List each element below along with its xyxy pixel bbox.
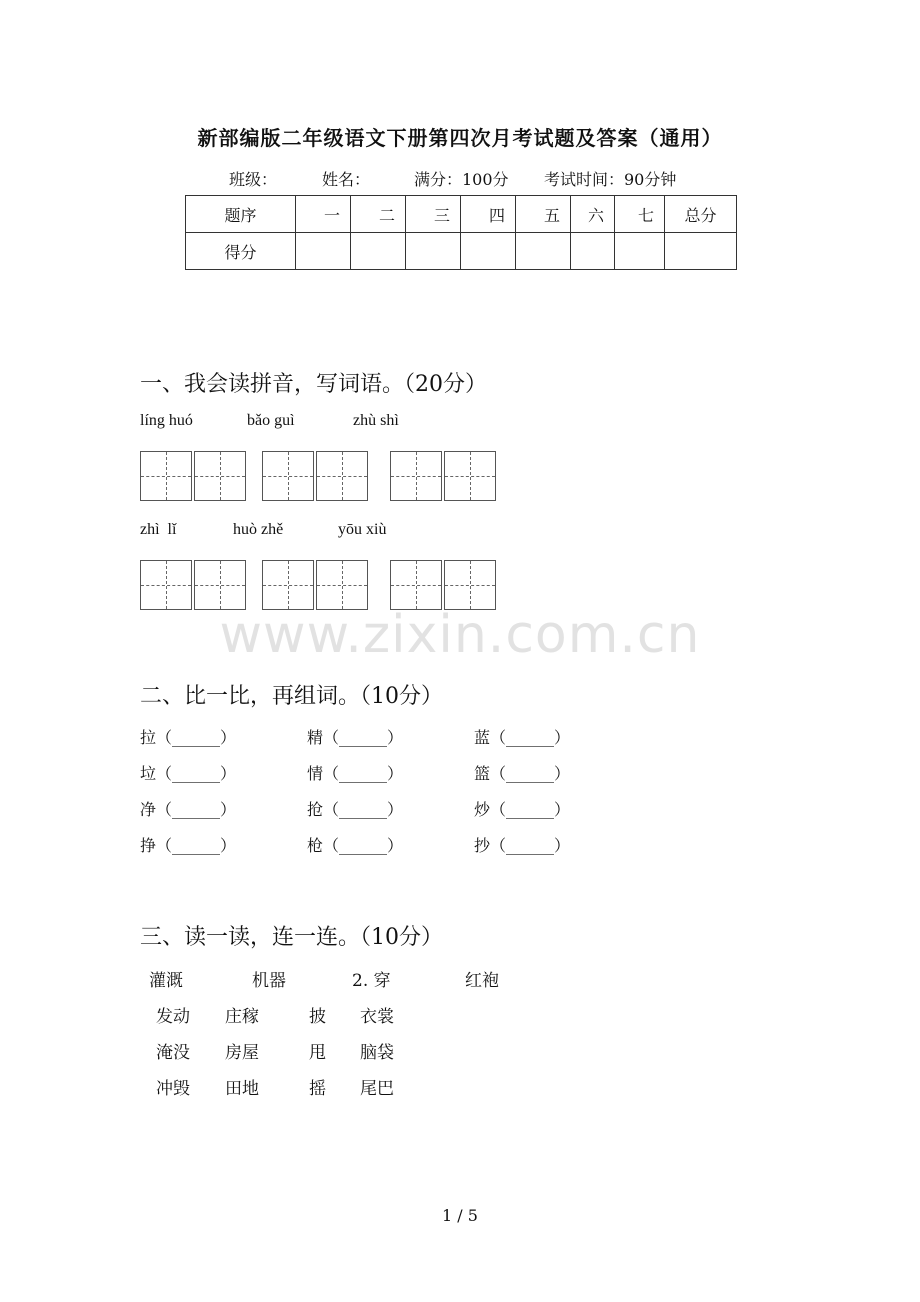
match-word[interactable]: 房屋	[225, 1043, 259, 1063]
match-word[interactable]: 庄稼	[225, 1007, 259, 1027]
match-word[interactable]: 机器	[252, 971, 286, 991]
writing-grid-box[interactable]	[390, 560, 442, 610]
match-word[interactable]: 淹没	[156, 1043, 190, 1063]
writing-grid-box[interactable]	[316, 451, 368, 501]
pinyin-label: huò zhě	[233, 521, 284, 538]
word-blank-item[interactable]: 挣（______）	[140, 836, 237, 855]
writing-grid-box[interactable]	[444, 451, 496, 501]
word-blank-item[interactable]: 情（______）	[307, 764, 404, 783]
match-word[interactable]: 尾巴	[360, 1079, 394, 1099]
score-cell[interactable]	[571, 233, 615, 270]
exam-time-label: 考试时间：90分钟	[544, 170, 677, 189]
word-blank-item[interactable]: 精（______）	[307, 728, 404, 747]
table-cell: 五	[516, 196, 571, 233]
page-title: 新部编版二年级语文下册第四次月考试题及答案（通用）	[197, 126, 723, 150]
word-blank-item[interactable]: 篮（______）	[474, 764, 571, 783]
score-cell[interactable]	[461, 233, 516, 270]
match-word[interactable]: 2. 穿	[352, 971, 391, 991]
writing-grid-box[interactable]	[194, 451, 246, 501]
writing-grid-box[interactable]	[444, 560, 496, 610]
table-cell: 七	[615, 196, 665, 233]
word-blank-item[interactable]: 抢（______）	[307, 800, 404, 819]
section-1-title: 一、我会读拼音，写词语。（20分）	[140, 372, 487, 397]
word-blank-item[interactable]: 拉（______）	[140, 728, 237, 747]
table-cell: 三	[406, 196, 461, 233]
match-word[interactable]: 披	[309, 1007, 326, 1027]
watermark: www.zixin.com.cn	[219, 605, 701, 665]
writing-grid-box[interactable]	[140, 451, 192, 501]
writing-grid-box[interactable]	[194, 560, 246, 610]
page-number: 1 / 5	[442, 1206, 478, 1225]
pinyin-label: bǎo guì	[247, 412, 295, 429]
match-word[interactable]: 灌溉	[149, 971, 183, 991]
section-3-title: 三、读一读，连一连。（10分）	[140, 925, 443, 950]
table-cell: 一	[296, 196, 351, 233]
writing-grid-box[interactable]	[316, 560, 368, 610]
match-word[interactable]: 冲毁	[156, 1079, 190, 1099]
writing-grid-box[interactable]	[140, 560, 192, 610]
writing-grid-box[interactable]	[262, 560, 314, 610]
score-table-score-row	[186, 233, 737, 270]
score-cell[interactable]	[296, 233, 351, 270]
match-word[interactable]: 田地	[225, 1079, 259, 1099]
match-word[interactable]: 发动	[156, 1007, 190, 1027]
match-word[interactable]: 衣裳	[360, 1007, 394, 1027]
score-table	[185, 195, 737, 270]
full-score-label: 满分：100分	[414, 170, 509, 189]
score-cell[interactable]	[351, 233, 406, 270]
match-word[interactable]: 红袍	[465, 971, 499, 991]
score-cell[interactable]	[516, 233, 571, 270]
score-cell[interactable]	[615, 233, 665, 270]
writing-grid-box[interactable]	[262, 451, 314, 501]
word-blank-item[interactable]: 蓝（______）	[474, 728, 571, 747]
table-cell: 总分	[665, 196, 737, 233]
pinyin-label: zhì lǐ	[140, 521, 177, 538]
table-cell: 题序	[186, 196, 296, 233]
match-word[interactable]: 摇	[309, 1079, 326, 1099]
score-cell[interactable]	[665, 233, 737, 270]
word-blank-item[interactable]: 垃（______）	[140, 764, 237, 783]
writing-grid-box[interactable]	[390, 451, 442, 501]
section-2-title: 二、比一比，再组词。（10分）	[140, 684, 443, 709]
name-label: 姓名：	[322, 170, 371, 189]
table-cell: 六	[571, 196, 615, 233]
match-word[interactable]: 脑袋	[360, 1043, 394, 1063]
pinyin-label: zhù shì	[353, 412, 399, 429]
word-blank-item[interactable]: 炒（______）	[474, 800, 571, 819]
table-cell: 得分	[186, 233, 296, 270]
match-word[interactable]: 甩	[309, 1043, 326, 1063]
score-table-header-row	[186, 196, 737, 233]
word-blank-item[interactable]: 枪（______）	[307, 836, 404, 855]
pinyin-label: yōu xiù	[338, 521, 387, 538]
pinyin-label: líng huó	[140, 412, 193, 429]
score-cell[interactable]	[406, 233, 461, 270]
class-label: 班级：	[229, 170, 278, 189]
word-blank-item[interactable]: 抄（______）	[474, 836, 571, 855]
word-blank-item[interactable]: 净（______）	[140, 800, 237, 819]
table-cell: 四	[461, 196, 516, 233]
table-cell: 二	[351, 196, 406, 233]
